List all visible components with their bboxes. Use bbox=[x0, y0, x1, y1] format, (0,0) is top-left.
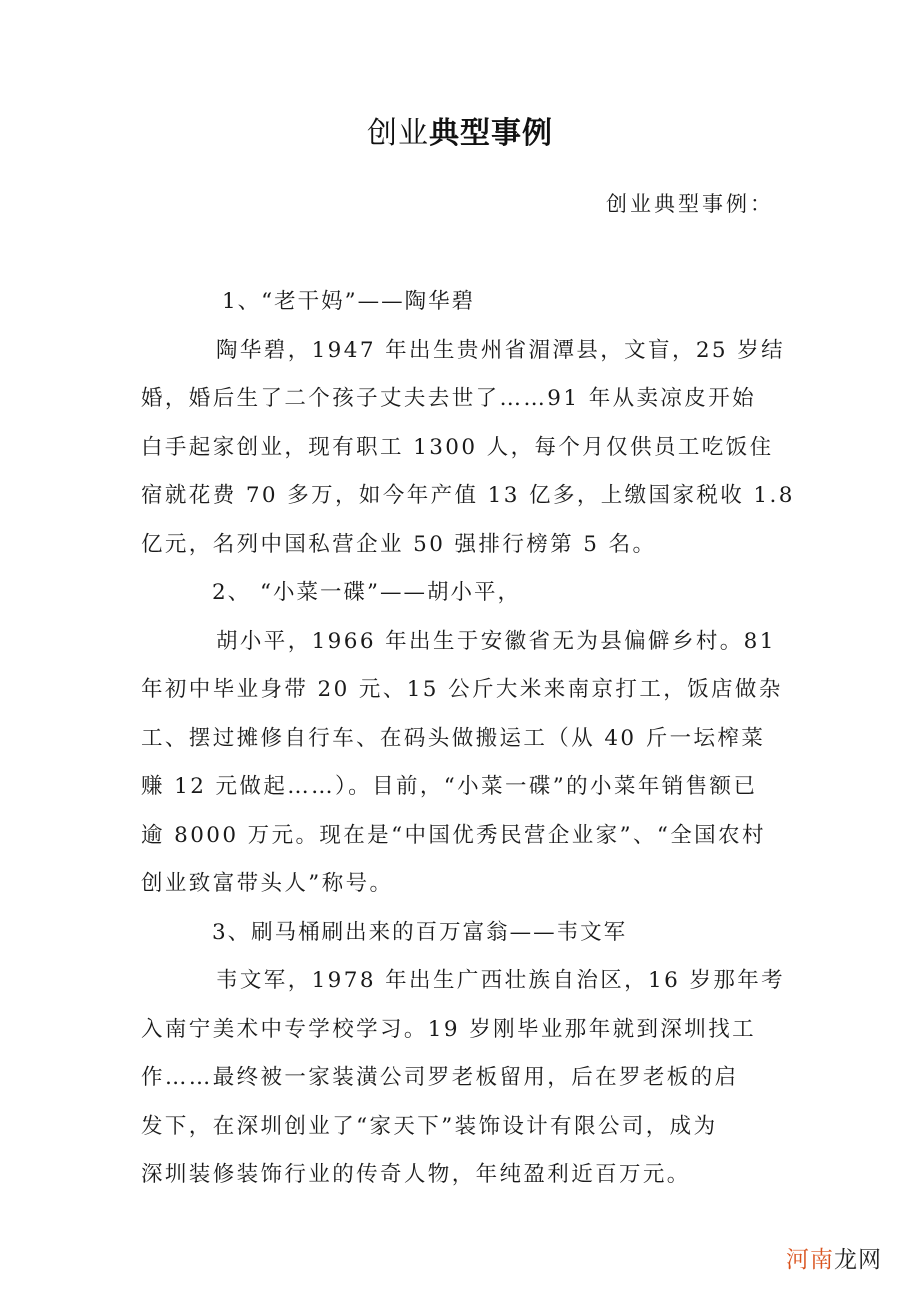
page-title-light: 创业 bbox=[367, 116, 429, 151]
paragraph-line: 赚 12 元做起……）。目前，“小菜一碟”的小菜年销售额已 bbox=[141, 774, 758, 799]
section-heading-2: 2、 “小菜一碟”——胡小平， bbox=[212, 580, 521, 605]
paragraph-line: 深圳装修装饰行业的传奇人物，年纯盈利近百万元。 bbox=[141, 1162, 691, 1187]
page-title-bold: 典型事例 bbox=[429, 116, 553, 151]
paragraph-line: 作……最终被一家装潢公司罗老板留用，后在罗老板的启 bbox=[141, 1065, 739, 1090]
paragraph-line: 胡小平，1966 年出生于安徽省无为县偏僻乡村。81 bbox=[216, 629, 776, 654]
paragraph-line: 入南宁美术中专学校学习。19 岁刚毕业那年就到深圳找工 bbox=[141, 1017, 756, 1042]
paragraph-line: 亿元，名列中国私营企业 50 强排行榜第 5 名。 bbox=[141, 532, 657, 557]
paragraph-line: 年初中毕业身带 20 元、15 公斤大米来南京打工，饭店做杂 bbox=[141, 677, 783, 702]
page-title bbox=[0, 108, 920, 152]
paragraph-line: 婚，婚后生了二个孩子丈夫去世了……91 年从卖凉皮开始 bbox=[141, 386, 756, 411]
paragraph-line: 发下，在深圳创业了“家天下”装饰设计有限公司，成为 bbox=[141, 1114, 718, 1139]
paragraph-line: 逾 8000 万元。现在是“中国优秀民营企业家”、“全国农村 bbox=[141, 823, 766, 848]
paragraph-line: 白手起家创业，现有职工 1300 人，每个月仅供员工吃饭住 bbox=[141, 435, 774, 460]
watermark-part-2: 龙网 bbox=[834, 1247, 882, 1273]
paragraph-line: 宿就花费 70 多万，如今年产值 13 亿多，上缴国家税收 1.8 bbox=[141, 483, 795, 508]
paragraph-line: 工、摆过摊修自行车、在码头做搬运工（从 40 斤一坛榨菜 bbox=[141, 726, 766, 751]
paragraph-line: 陶华碧，1947 年出生贵州省湄潭县，文盲，25 岁结 bbox=[216, 338, 786, 363]
subtitle: 创业典型事例： bbox=[606, 192, 774, 216]
section-heading-3: 3、刷马桶刷出来的百万富翁——韦文军 bbox=[212, 920, 628, 945]
watermark-part-1: 河南 bbox=[786, 1247, 834, 1273]
paragraph-line: 创业致富带头人”称号。 bbox=[141, 871, 394, 896]
watermark-logo bbox=[786, 1241, 882, 1274]
paragraph-line: 韦文军，1978 年出生广西壮族自治区，16 岁那年考 bbox=[216, 968, 786, 993]
section-heading-1: 1、“老干妈”——陶华碧 bbox=[222, 289, 476, 314]
